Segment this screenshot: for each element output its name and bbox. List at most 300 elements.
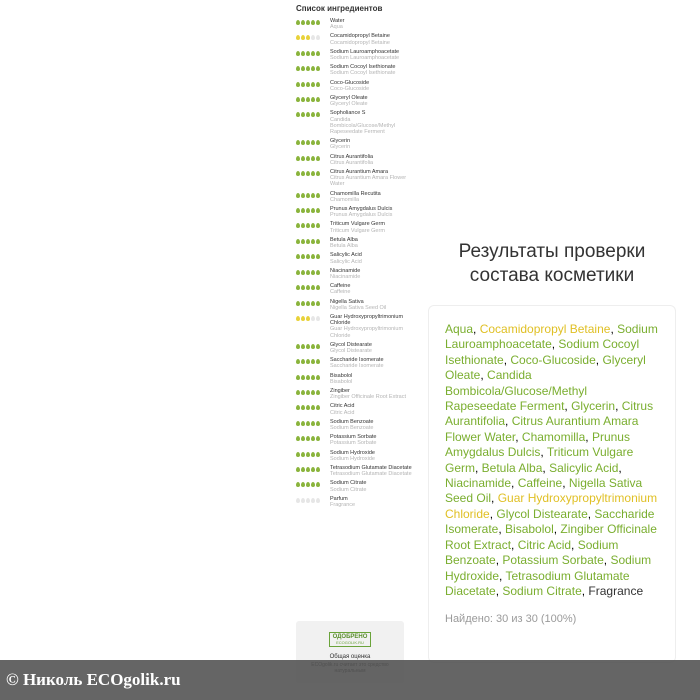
ingredient-synonym: Triticum Vulgare Germ xyxy=(330,227,385,234)
drop-icon xyxy=(311,156,315,161)
drop-icon xyxy=(301,270,305,275)
drop-icon xyxy=(296,467,300,472)
drop-icon xyxy=(301,51,305,56)
approved-stamp xyxy=(329,632,372,647)
ingredient-names xyxy=(330,496,355,508)
drop-icon xyxy=(306,285,310,290)
drop-icon xyxy=(301,239,305,244)
rating-drops xyxy=(296,237,330,244)
ingredient-name: Sodium Citrate xyxy=(330,480,367,487)
drop-icon xyxy=(306,66,310,71)
watermark-footer: © Николь ECOgolik.ru xyxy=(0,660,700,700)
drop-icon xyxy=(301,35,305,40)
ingredient-row xyxy=(296,154,416,166)
ingredient-names xyxy=(330,49,399,61)
drop-icon xyxy=(296,35,300,40)
rating-drops xyxy=(296,419,330,426)
ingredient-row xyxy=(296,206,416,218)
composition-ingredient: Zingiber Officinale Root Extract xyxy=(445,522,657,552)
ingredient-row xyxy=(296,95,416,107)
drop-icon xyxy=(316,467,320,472)
composition-ingredient: Betula Alba xyxy=(481,460,543,475)
drop-icon xyxy=(306,112,310,117)
rating-drops xyxy=(296,314,330,321)
drop-icon xyxy=(316,97,320,102)
ingredient-list-title: Список ингредиентов xyxy=(296,4,383,13)
drop-icon xyxy=(311,285,315,290)
drop-icon xyxy=(296,82,300,87)
ingredient-synonym: Sodium Cocoyl Isethionate xyxy=(330,70,396,77)
drop-icon xyxy=(316,390,320,395)
drop-icon xyxy=(296,112,300,117)
rating-drops xyxy=(296,64,330,71)
ingredient-names xyxy=(330,388,406,400)
drop-icon xyxy=(316,452,320,457)
drop-icon xyxy=(311,390,315,395)
ingredient-synonym: Glycol Distearate xyxy=(330,347,372,354)
composition-ingredient: Salicylic Acid xyxy=(549,460,619,475)
ingredient-name: Sopholiance S xyxy=(330,110,366,117)
drop-icon xyxy=(296,193,300,198)
ingredient-synonym: Citrus Aurantium Amara Flower Water xyxy=(330,175,407,188)
ingredient-names xyxy=(330,403,354,415)
composition-ingredient: Citrus Aurantifolia xyxy=(445,399,654,429)
ingredient-synonym: Tetrasodium Glutamate Diacetate xyxy=(330,471,412,478)
ingredient-names xyxy=(330,138,350,150)
ingredient-names xyxy=(330,480,366,492)
ingredient-names xyxy=(330,434,376,446)
ingredient-name: Triticum Vulgare Germ xyxy=(330,221,385,228)
drop-icon xyxy=(296,140,300,145)
drop-icon xyxy=(296,421,300,426)
rating-drops xyxy=(296,110,330,117)
ingredient-row xyxy=(296,419,416,431)
ingredient-names xyxy=(330,154,373,166)
drop-icon xyxy=(296,270,300,275)
drop-icon xyxy=(306,97,310,102)
ingredient-synonym: Prunus Amygdalus Dulcis xyxy=(330,212,393,219)
drop-icon xyxy=(301,316,305,321)
drop-icon xyxy=(316,254,320,259)
drop-icon xyxy=(301,285,305,290)
drop-icon xyxy=(301,344,305,349)
ingredient-row xyxy=(296,450,416,462)
drop-icon xyxy=(296,390,300,395)
drop-icon xyxy=(316,316,320,321)
ingredient-name: Nigella Sativa xyxy=(330,298,364,305)
rating-drops xyxy=(296,191,330,198)
drop-icon xyxy=(301,112,305,117)
drop-icon xyxy=(296,254,300,259)
ingredient-name: Glycol Distearate xyxy=(330,341,372,348)
drop-icon xyxy=(316,66,320,71)
drop-icon xyxy=(306,82,310,87)
drop-icon xyxy=(316,140,320,145)
drop-icon xyxy=(306,452,310,457)
ingredient-synonym: Glycerin xyxy=(330,144,351,151)
ingredient-names xyxy=(330,299,386,311)
ingredient-names xyxy=(330,373,352,385)
drop-icon xyxy=(316,51,320,56)
drop-icon xyxy=(306,208,310,213)
drop-icon xyxy=(316,82,320,87)
drop-icon xyxy=(316,301,320,306)
drop-icon xyxy=(301,467,305,472)
ingredient-synonym: Citrus Aurantifolia xyxy=(330,159,374,166)
drop-icon xyxy=(301,97,305,102)
drop-icon xyxy=(311,239,315,244)
rating-drops xyxy=(296,268,330,275)
drop-icon xyxy=(311,254,315,259)
drop-icon xyxy=(306,390,310,395)
drop-icon xyxy=(316,344,320,349)
drop-icon xyxy=(301,390,305,395)
ingredient-row xyxy=(296,110,416,135)
ingredient-synonym: Citric Acid xyxy=(330,409,355,416)
drop-icon xyxy=(301,436,305,441)
drop-icon xyxy=(311,112,315,117)
drop-icon xyxy=(306,51,310,56)
ingredient-synonym: Sodium Lauroamphoacetate xyxy=(330,55,400,62)
drop-icon xyxy=(301,498,305,503)
ingredient-synonym: Salicylic Acid xyxy=(330,258,362,265)
drop-icon xyxy=(301,482,305,487)
ingredient-row xyxy=(296,388,416,400)
ingredient-name: Potassium Sorbate xyxy=(330,434,377,441)
drop-icon xyxy=(296,223,300,228)
composition-ingredient: Triticum Vulgare Germ xyxy=(445,445,634,475)
ingredient-row xyxy=(296,221,416,233)
ingredient-row xyxy=(296,496,416,508)
ingredient-row xyxy=(296,373,416,385)
drop-icon xyxy=(296,285,300,290)
rating-drops xyxy=(296,496,330,503)
composition-ingredient: Saccharide Isomerate xyxy=(445,506,655,537)
ingredient-names xyxy=(330,419,373,431)
ingredient-row xyxy=(296,480,416,492)
ingredient-names xyxy=(330,268,360,280)
ingredient-name: Tetrasodium Glutamate Diacetate xyxy=(330,464,412,471)
drop-icon xyxy=(306,254,310,259)
ingredient-name: Niacinamide xyxy=(330,267,361,274)
drop-icon xyxy=(311,405,315,410)
ingredient-names xyxy=(330,237,358,249)
drop-icon xyxy=(296,452,300,457)
ingredient-row xyxy=(296,283,416,295)
ingredient-synonym: Caffeine xyxy=(330,289,351,296)
drop-icon xyxy=(296,239,300,244)
ingredient-synonym: Guar Hydroxypropyltrimonium Chloride xyxy=(330,326,404,339)
drop-icon xyxy=(301,140,305,145)
ingredient-name: Citrus Aurantifolia xyxy=(330,153,374,160)
drop-icon xyxy=(316,193,320,198)
ingredient-name: Prunus Amygdalus Dulcis xyxy=(330,206,393,213)
ingredient-synonym: Betula Alba xyxy=(330,243,358,250)
drop-icon xyxy=(311,421,315,426)
drop-icon xyxy=(311,270,315,275)
ingredient-names xyxy=(330,283,350,295)
drop-icon xyxy=(316,35,320,40)
drop-icon xyxy=(306,436,310,441)
drop-icon xyxy=(306,316,310,321)
drop-icon xyxy=(311,193,315,198)
rating-drops xyxy=(296,388,330,395)
rating-drops xyxy=(296,169,330,176)
drop-icon xyxy=(306,270,310,275)
ingredient-name: Sodium Benzoate xyxy=(330,418,374,425)
ingredient-name: Sodium Hydroxide xyxy=(330,449,375,456)
drop-icon xyxy=(316,285,320,290)
drop-icon xyxy=(301,193,305,198)
composition-ingredient: Chamomilla xyxy=(521,429,586,444)
ingredient-list xyxy=(296,4,416,511)
drop-icon xyxy=(311,375,315,380)
drop-icon xyxy=(301,452,305,457)
ingredient-row xyxy=(296,64,416,76)
rating-drops xyxy=(296,33,330,40)
drop-icon xyxy=(301,375,305,380)
drop-icon xyxy=(301,82,305,87)
drop-icon xyxy=(316,223,320,228)
composition-ingredient: Prunus Amygdalus Dulcis xyxy=(445,429,630,460)
rating-drops xyxy=(296,373,330,380)
rating-drops xyxy=(296,18,330,25)
drop-icon xyxy=(306,156,310,161)
drop-icon xyxy=(311,20,315,25)
ingredient-row xyxy=(296,18,416,30)
ingredient-names xyxy=(330,252,362,264)
ingredient-synonym: Chamomilla xyxy=(330,196,360,203)
rating-drops xyxy=(296,450,330,457)
composition-ingredient: Sodium Benzoate xyxy=(445,537,619,568)
drop-icon xyxy=(296,51,300,56)
results-title: Результаты проверки состава косметики xyxy=(458,241,646,286)
composition-ingredient: Candida Bombicola/Glucose/Methyl Rapeseedate Ferment xyxy=(445,368,588,414)
ingredient-row xyxy=(296,169,416,188)
drop-icon xyxy=(296,498,300,503)
drop-icon xyxy=(316,156,320,161)
rating-drops xyxy=(296,154,330,161)
drop-icon xyxy=(311,171,315,176)
ingredient-name: Sodium Lauroamphoacetate xyxy=(330,48,400,55)
drop-icon xyxy=(306,301,310,306)
approved-stamp-site: ECOGOLIK.RU xyxy=(336,640,364,645)
drop-icon xyxy=(301,156,305,161)
composition-ingredient: Citric Acid xyxy=(517,537,572,552)
drop-icon xyxy=(306,405,310,410)
drop-icon xyxy=(316,270,320,275)
drop-icon xyxy=(311,51,315,56)
rating-drops xyxy=(296,95,330,102)
composition-ingredient: Guar Hydroxypropyltrimonium Chloride xyxy=(445,491,658,521)
ingredient-names xyxy=(330,221,385,233)
drop-icon xyxy=(306,223,310,228)
drop-icon xyxy=(301,171,305,176)
ingredient-row xyxy=(296,80,416,92)
drop-icon xyxy=(306,171,310,176)
ingredient-row xyxy=(296,299,416,311)
ingredient-synonym: Aqua xyxy=(330,24,343,31)
drop-icon xyxy=(316,239,320,244)
rating-drops xyxy=(296,299,330,306)
drop-icon xyxy=(296,20,300,25)
drop-icon xyxy=(301,421,305,426)
ingredient-name: Glyceryl Oleate xyxy=(330,95,368,102)
rating-drops xyxy=(296,342,330,349)
rating-drops xyxy=(296,221,330,228)
ingredient-name: Zingiber xyxy=(330,387,350,394)
drop-icon xyxy=(301,254,305,259)
ingredient-name: Saccharide Isomerate xyxy=(330,357,384,364)
ingredient-synonym: Zingiber Officinale Root Extract xyxy=(330,394,407,401)
ingredient-synonym: Nigella Sativa Seed Oil xyxy=(330,304,387,311)
drop-icon xyxy=(296,301,300,306)
ingredient-name: Sodium Cocoyl Isethionate xyxy=(330,64,396,71)
ingredient-name: Water xyxy=(330,18,345,24)
composition-ingredient: Cocamidopropyl Betaine xyxy=(479,322,611,336)
ingredient-synonym: Sodium Hydroxide xyxy=(330,455,375,462)
drop-icon xyxy=(316,482,320,487)
rating-drops xyxy=(296,80,330,87)
drop-icon xyxy=(311,82,315,87)
drop-icon xyxy=(296,436,300,441)
drop-icon xyxy=(316,359,320,364)
ingredient-name: Betula Alba xyxy=(330,236,358,243)
composition-ingredient: Sodium Hydroxide xyxy=(445,553,652,583)
drop-icon xyxy=(306,421,310,426)
ingredient-row xyxy=(296,465,416,477)
ingredient-names xyxy=(330,64,395,76)
composition-ingredient: Citrus Aurantium Amara Flower Water xyxy=(445,414,639,444)
drop-icon xyxy=(311,467,315,472)
drop-icon xyxy=(306,498,310,503)
drop-icon xyxy=(296,97,300,102)
ingredient-names xyxy=(330,450,375,462)
drop-icon xyxy=(311,35,315,40)
ingredient-name: Citrus Aurantium Amara xyxy=(330,169,389,176)
drop-icon xyxy=(301,66,305,71)
drop-icon xyxy=(306,193,310,198)
ingredient-synonym: Sodium Benzoate xyxy=(330,424,374,431)
composition-ingredient: Aqua xyxy=(445,322,474,336)
rating-drops xyxy=(296,206,330,213)
drop-icon xyxy=(296,171,300,176)
ingredient-synonym: Niacinamide xyxy=(330,273,361,280)
ingredient-names xyxy=(330,33,390,45)
ingredient-row xyxy=(296,252,416,264)
ingredient-names xyxy=(330,169,416,188)
drop-icon xyxy=(306,140,310,145)
composition-ingredient: Caffeine xyxy=(517,476,563,491)
drop-icon xyxy=(311,223,315,228)
rating-drops xyxy=(296,138,330,145)
drop-icon xyxy=(306,35,310,40)
ingredient-row xyxy=(296,237,416,249)
drop-icon xyxy=(316,171,320,176)
rating-drops xyxy=(296,434,330,441)
ingredient-row xyxy=(296,342,416,354)
drop-icon xyxy=(316,112,320,117)
ingredient-synonym: Saccharide Isomerate xyxy=(330,363,384,370)
drop-icon xyxy=(306,482,310,487)
rating-drops xyxy=(296,283,330,290)
ingredient-names xyxy=(330,357,384,369)
drop-icon xyxy=(316,20,320,25)
ingredient-name: Cocamidopropyl Betaine xyxy=(330,33,390,40)
composition-ingredient: Coco-Glucoside xyxy=(510,352,596,367)
drop-icon xyxy=(316,375,320,380)
drop-icon xyxy=(296,316,300,321)
composition-ingredient: Glycerin xyxy=(571,399,616,414)
composition-ingredient: Tetrasodium Glutamate Diacetate xyxy=(445,568,630,598)
ingredient-synonym: Potassium Sorbate xyxy=(330,440,377,447)
ingredient-synonym: Coco-Glucoside xyxy=(330,85,370,92)
composition-ingredient: Niacinamide xyxy=(445,476,512,491)
ingredient-names xyxy=(330,18,344,30)
drop-icon xyxy=(306,20,310,25)
drop-icon xyxy=(311,301,315,306)
drop-icon xyxy=(311,359,315,364)
drop-icon xyxy=(311,97,315,102)
drop-icon xyxy=(301,405,305,410)
drop-icon xyxy=(301,301,305,306)
drop-icon xyxy=(311,140,315,145)
drop-icon xyxy=(306,239,310,244)
drop-icon xyxy=(301,359,305,364)
drop-icon xyxy=(306,375,310,380)
overall-rating-label: Общая оценка xyxy=(329,654,371,660)
drop-icon xyxy=(316,421,320,426)
found-count: Найдено: 30 из 30 (100%) xyxy=(445,613,577,626)
composition-ingredient: Bisabolol xyxy=(505,522,554,537)
ingredient-names xyxy=(330,95,368,107)
drop-icon xyxy=(316,208,320,213)
drop-icon xyxy=(311,498,315,503)
composition-text: Aqua, Cocamidopropyl Betaine, Sodium Lauroamphoacetate, Sodium Cocoyl Isethionate, Coco-Glucoside, Glyceryl Oleate, Candida Bombicola/Glucose/Methyl Rapeseedate Ferment, Glycerin, Citrus Aurantifolia, Citrus Aurantium Amara Flower Water, Chamomilla, Prunus Amygdalus Dulcis, Triticum Vulgare Germ, Betula Alba, Salicylic Acid, Niacinamide, Caffeine, Nigella Sativa Seed Oil, Guar Hydroxypropyltrimonium Chloride, Glycol Distearate, Saccharide Isomerate, Bisabolol, Zingiber Officinale Root Extract, Citric Acid, Sodium Benzoate, Potassium Sorbate, Sodium Hydroxide, Tetrasodium Glutamate Diacetate, Sodium Citrate, Fragrance xyxy=(445,322,658,598)
rating-drops xyxy=(296,465,330,472)
rating-drops xyxy=(296,480,330,487)
drop-icon xyxy=(311,482,315,487)
ingredient-row xyxy=(296,268,416,280)
ingredient-synonym: Sodium Citrate xyxy=(330,486,367,493)
composition-ingredient: Fragrance xyxy=(588,583,644,598)
drop-icon xyxy=(316,436,320,441)
ingredient-row xyxy=(296,138,416,150)
composition-ingredient: Potassium Sorbate xyxy=(502,553,604,568)
drop-icon xyxy=(301,223,305,228)
composition-ingredient: Sodium Lauroamphoacetate xyxy=(445,322,658,352)
drop-icon xyxy=(306,344,310,349)
results-card xyxy=(428,305,676,663)
drop-icon xyxy=(296,156,300,161)
ingredient-row xyxy=(296,403,416,415)
composition-ingredient: Nigella Sativa Seed Oil xyxy=(445,476,643,506)
drop-icon xyxy=(311,452,315,457)
ingredient-synonym: Cocamidopropyl Betaine xyxy=(330,39,390,46)
ingredient-names xyxy=(330,80,369,92)
drop-icon xyxy=(311,316,315,321)
ingredient-row xyxy=(296,33,416,45)
ingredient-name: Citric Acid xyxy=(330,403,355,410)
ingredient-row xyxy=(296,49,416,61)
drop-icon xyxy=(301,208,305,213)
ingredient-name: Bisabolol xyxy=(330,372,353,379)
ingredient-synonym: Fragrance xyxy=(330,502,356,508)
rating-drops xyxy=(296,49,330,56)
ingredient-name: Parfum xyxy=(330,495,348,502)
ingredient-rows xyxy=(296,18,416,508)
rating-drops xyxy=(296,252,330,259)
